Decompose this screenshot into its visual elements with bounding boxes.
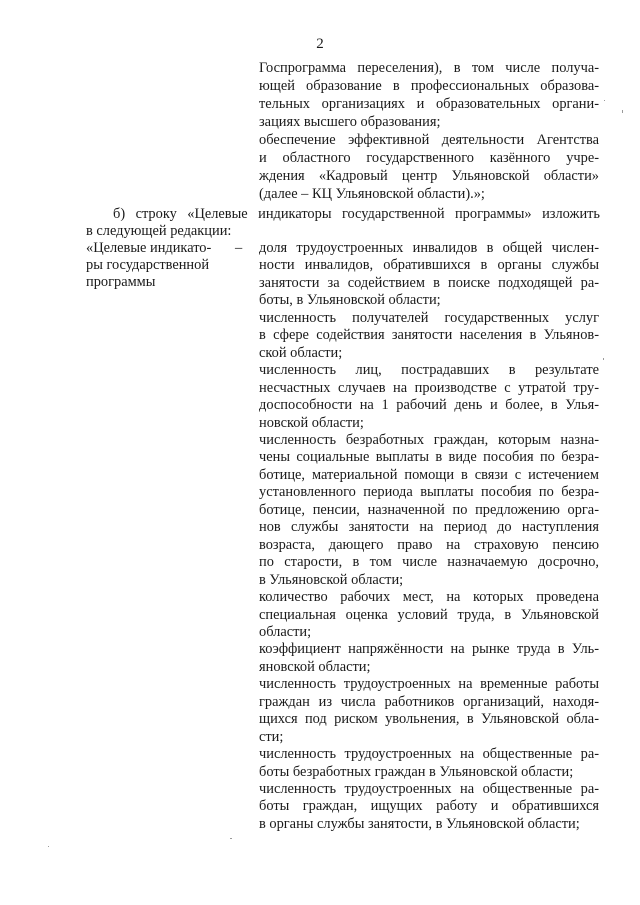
indicator-line: боты, в Ульяновской области; [259,292,441,309]
indicator-line: численность трудоустроенных на общественные ра- [259,746,599,762]
upper-block-line: зациях высшего образования; [259,114,441,130]
indicator-line: боты граждан, ищущих работу и обратившихся [259,798,599,815]
indicator-line: численность трудоустроенных на временные работы [259,676,599,693]
indicator-line: численность трудоустроенных на общественные ра- [259,780,599,797]
indicator-line: установленного периода выплаты пособия по безра- [259,484,599,501]
indicator-line: чены социальные выплаты в виде пособия по безра- [259,449,599,466]
upper-block-line: (далее – КЦ Ульяновской области).»; [259,186,485,202]
indicator-line: численность лиц, пострадавших в результате [259,362,599,379]
indicator-line: области; [259,623,312,640]
indicator-line: нов службы занятости на период до наступления [259,519,599,536]
indicator-line: яновской области; [259,658,371,675]
indicator-line: новской области; [259,414,364,431]
scan-speck [603,358,604,360]
indicator-line: численность получателей государственных услуг [259,309,599,326]
indicator-line: специальная оценка условий труда, в Ульяновской [259,606,599,623]
scan-speck [604,100,605,101]
upper-block-line: ждения «Кадровый центр Ульяновской области» [259,168,599,184]
indicator-line: доспособности на 1 рабочий день и более, в Улья- [259,397,599,413]
indicator-line: количество рабочих мест, на которых проведена [259,589,599,605]
upper-block-line: обеспечение эффективной деятельности Агентства [259,132,599,148]
scan-speck [48,846,49,847]
indicator-line: возраста, дающего право на страховую пенсию [259,536,599,553]
row-label-line-1: «Целевые индикато- [86,240,212,256]
row-label-dash: – [235,240,243,256]
indicator-line: ности инвалидов, обратившихся в органы службы [259,257,599,274]
scan-speck [230,838,232,839]
upper-block-line: Госпрограмма переселения), в том числе получа- [259,60,599,76]
row-label-line-2: ры государственной [86,257,210,273]
instruction-line-1: б) строку «Целевые индикаторы государственной программы» изложить [113,206,600,222]
indicator-line: щихся под риском увольнения, в Ульяновской обла- [259,711,599,728]
indicator-line: ботице, пенсии, назначенной по предложению орга- [259,501,599,518]
indicator-line: сти; [259,728,284,745]
instruction-line-2: в следующей редакции: [86,223,232,239]
scan-speck [622,110,623,113]
indicator-line: численность безработных граждан, которым назна- [259,431,599,448]
indicator-line: ской области; [259,344,343,361]
indicator-line: боты безработных граждан в Ульяновской области; [259,763,574,780]
indicator-line: в Ульяновской области; [259,571,404,588]
indicator-line: ботице, материальной помощи в связи с истечением [259,466,599,483]
indicator-line: граждан из числа работников организаций, находя- [259,693,599,710]
indicator-line: в сфере содействия занятости населения в Ульянов- [259,327,599,344]
upper-block-line: и областного государственного казённого учре- [259,150,599,166]
indicator-line: доля трудоустроенных инвалидов в общей числен- [259,240,599,256]
indicator-line: занятости за содействием в поиске подходящей ра- [259,274,599,291]
upper-block-line: ющей образование в профессиональных образова- [259,78,599,94]
indicator-line: коэффициент напряжённости на рынке труда в Уль- [259,641,599,658]
row-label-line-3: программы [86,274,156,290]
indicator-line: по старости, в том числе назначаемую досрочно, [259,554,599,571]
indicator-line: в органы службы занятости, в Ульяновской области; [259,815,580,832]
page-number: 2 [316,36,324,52]
upper-block-line: тельных организациях и образовательных органи- [259,96,599,112]
indicator-line: несчастных случаев на производстве с утратой тру- [259,379,599,396]
